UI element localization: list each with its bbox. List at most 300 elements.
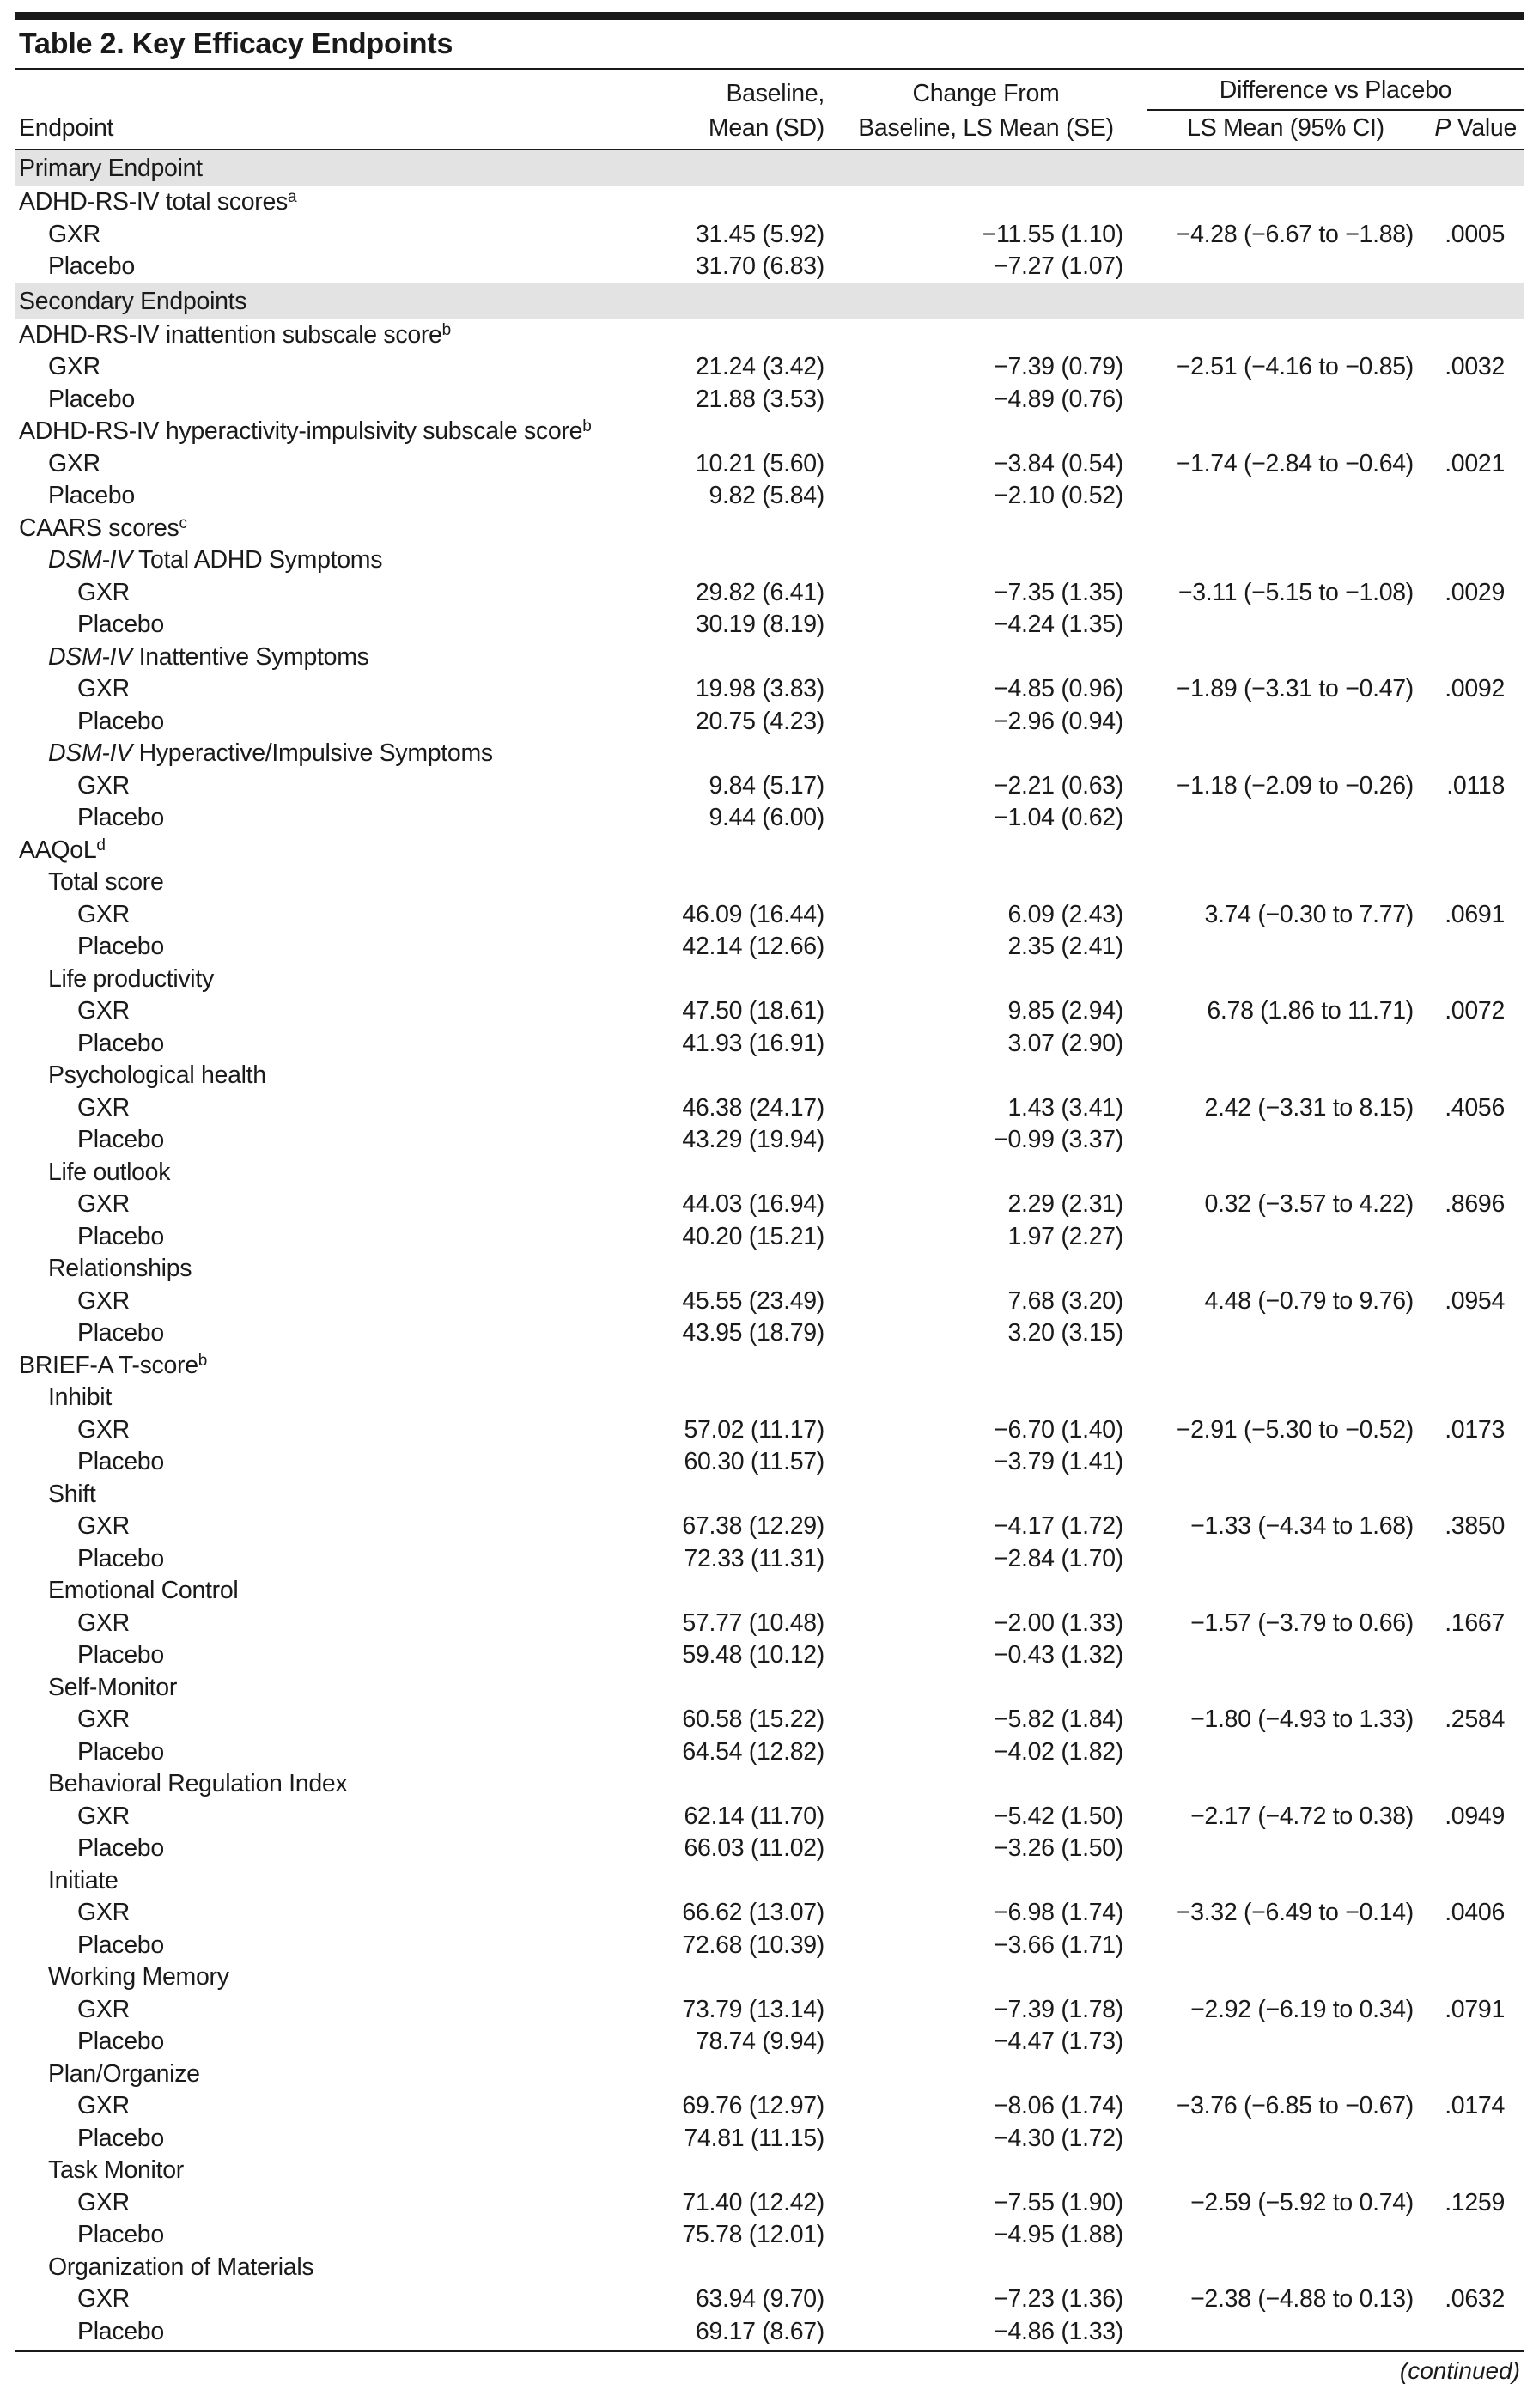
change-ls-mean-se [837, 1961, 1135, 1994]
endpoint-label [15, 1961, 641, 1994]
table-row [15, 251, 1524, 283]
p-value: .2584 [1445, 1706, 1506, 1733]
diff-ls-mean-ci: 2.42 (−3.31 to 8.15) [1204, 1093, 1414, 1122]
baseline-mean-sd: 20.75 (4.23) [695, 707, 824, 735]
change-ls-mean-se: −2.84 (1.70) [994, 1544, 1123, 1572]
p-value [1424, 1350, 1524, 1383]
endpoint-label [15, 1575, 641, 1608]
endpoint-label [15, 2187, 641, 2220]
change-ls-mean-se: 2.29 (2.31) [1007, 1190, 1123, 1218]
diff-ls-mean-ci: −2.91 (−5.30 to −0.52) [1176, 1415, 1414, 1444]
table-row [15, 1253, 1524, 1286]
p-value [1424, 513, 1524, 545]
baseline-mean-sd [641, 1253, 837, 1286]
endpoint-label [15, 1189, 641, 1221]
baseline-mean-sd: 46.09 (16.44) [682, 900, 824, 928]
baseline-mean-sd [641, 1865, 837, 1898]
section-header-label: Secondary Endpoints [15, 283, 1524, 319]
table-row [15, 1736, 1524, 1769]
endpoint-label-text: Relationships [48, 1255, 192, 1282]
endpoint-label-text: Placebo [77, 1126, 164, 1153]
endpoint-label-text: GXR [77, 1995, 130, 2023]
diff-ls-mean-ci [1135, 1639, 1424, 1672]
endpoint-label [15, 1897, 641, 1930]
p-value: .0954 [1445, 1286, 1506, 1315]
diff-ls-mean-ci [1135, 738, 1424, 770]
diff-ls-mean-ci [1135, 642, 1424, 674]
baseline-mean-sd [641, 1575, 837, 1608]
diff-ls-mean-ci [1135, 2123, 1424, 2156]
baseline-mean-sd: 66.62 (13.07) [682, 1899, 824, 1926]
diff-ls-mean-ci [1135, 416, 1424, 448]
efficacy-table [15, 70, 1524, 2348]
change-ls-mean-se [837, 642, 1135, 674]
baseline-mean-sd: 21.88 (3.53) [695, 385, 824, 413]
baseline-mean-sd [641, 2252, 837, 2284]
endpoint-label-text: Inhibit [48, 1383, 112, 1411]
endpoint-label [15, 1092, 641, 1125]
table-row [15, 1897, 1524, 1930]
baseline-mean-sd [641, 1768, 837, 1801]
p-value [1424, 1639, 1524, 1672]
endpoint-label [15, 1317, 641, 1350]
p-value: .1667 [1445, 1608, 1506, 1637]
change-ls-mean-se: −3.79 (1.41) [994, 1448, 1123, 1475]
endpoint-label [15, 2090, 641, 2123]
diff-ls-mean-ci [1135, 2155, 1424, 2187]
endpoint-label-text: AAQoL [19, 836, 97, 864]
p-value: .0174 [1445, 2092, 1506, 2119]
diff-ls-mean-ci [1135, 1124, 1424, 1157]
diff-ls-mean-ci [1135, 513, 1424, 545]
diff-ls-mean-ci [1135, 186, 1424, 219]
endpoint-label-italic: DSM-IV [48, 642, 132, 671]
diff-ls-mean-ci: −2.17 (−4.72 to 0.38) [1190, 1802, 1414, 1830]
endpoint-label [15, 1672, 641, 1705]
diff-ls-mean-ci: −1.80 (−4.93 to 1.33) [1190, 1706, 1414, 1733]
baseline-mean-sd [641, 1479, 837, 1511]
table-row [15, 899, 1524, 932]
diff-ls-mean-ci: −1.33 (−4.34 to 1.68) [1190, 1512, 1414, 1540]
endpoint-label [15, 1801, 641, 1833]
table-row [15, 2187, 1524, 2220]
table-row [15, 1382, 1524, 1414]
footnote-marker: c [179, 514, 187, 532]
endpoint-label [15, 251, 641, 283]
endpoint-label [15, 964, 641, 996]
endpoint-label [15, 1446, 641, 1479]
diff-ls-mean-ci [1135, 1028, 1424, 1061]
change-ls-mean-se [837, 1768, 1135, 1801]
p-value [1424, 1543, 1524, 1576]
baseline-mean-sd: 43.29 (19.94) [682, 1126, 824, 1153]
baseline-mean-sd [641, 867, 837, 899]
table-row [15, 642, 1524, 674]
table-row [15, 2219, 1524, 2252]
endpoint-label-text: GXR [77, 1802, 130, 1830]
p-value: .0632 [1445, 2285, 1506, 2313]
section-header-label: Primary Endpoint [15, 149, 1524, 186]
diff-ls-mean-ci [1135, 1736, 1424, 1769]
endpoint-label [15, 1833, 641, 1865]
endpoint-label [15, 448, 641, 481]
header-ls-mean-ci: LS Mean (95% CI) [1135, 111, 1424, 149]
baseline-mean-sd [641, 416, 837, 448]
endpoint-label-text: Placebo [77, 2028, 164, 2055]
table-row [15, 2252, 1524, 2284]
p-value [1424, 1317, 1524, 1350]
header-baseline-line1: Baseline, [726, 80, 824, 107]
endpoint-label-text: Behavioral Regulation Index [48, 1770, 348, 1797]
diff-ls-mean-ci [1135, 802, 1424, 835]
diff-ls-mean-ci: 4.48 (−0.79 to 9.76) [1204, 1286, 1414, 1315]
p-value [1424, 1672, 1524, 1705]
diff-ls-mean-ci [1135, 609, 1424, 642]
table-row [15, 964, 1524, 996]
endpoint-label-text: Placebo [77, 1222, 164, 1250]
endpoint-label [15, 2252, 641, 2284]
change-ls-mean-se: −3.66 (1.71) [994, 1931, 1123, 1959]
table-row [15, 995, 1524, 1028]
endpoint-label-text: Working Memory [48, 1963, 229, 1991]
endpoint-label [15, 1253, 641, 1286]
change-ls-mean-se: −2.21 (0.63) [994, 771, 1123, 800]
baseline-mean-sd: 75.78 (12.01) [682, 2221, 824, 2248]
table-row [15, 802, 1524, 835]
baseline-mean-sd: 63.94 (9.70) [695, 2285, 824, 2313]
diff-ls-mean-ci: 6.78 (1.86 to 11.71) [1207, 997, 1414, 1025]
change-ls-mean-se: −7.27 (1.07) [994, 252, 1123, 280]
endpoint-label-text: GXR [77, 2188, 130, 2216]
baseline-mean-sd [641, 2058, 837, 2091]
change-ls-mean-se: 1.43 (3.41) [1007, 1093, 1123, 1122]
p-value: .0092 [1445, 675, 1506, 702]
endpoint-label-text: Life outlook [48, 1158, 171, 1186]
endpoint-label-text: GXR [77, 771, 130, 800]
baseline-mean-sd [641, 642, 837, 674]
endpoint-label-text: Placebo [48, 252, 135, 280]
endpoint-label-text: GXR [48, 353, 100, 380]
table-row [15, 1221, 1524, 1254]
change-ls-mean-se: −7.35 (1.35) [994, 578, 1123, 606]
footnote-marker: b [441, 320, 451, 339]
change-ls-mean-se [837, 1865, 1135, 1898]
p-value [1424, 802, 1524, 835]
diff-ls-mean-ci [1135, 2316, 1424, 2349]
change-ls-mean-se: 2.35 (2.41) [1007, 933, 1123, 960]
change-ls-mean-se: −7.23 (1.36) [994, 2285, 1123, 2313]
change-ls-mean-se: −5.82 (1.84) [994, 1706, 1123, 1733]
table-row [15, 219, 1524, 252]
endpoint-label-text: BRIEF-A T-score [19, 1351, 198, 1379]
endpoint-label-text: Hyperactive/Impulsive Symptoms [131, 739, 493, 767]
change-ls-mean-se [837, 1350, 1135, 1383]
endpoint-label [15, 1350, 641, 1383]
change-ls-mean-se: 3.07 (2.90) [1007, 1029, 1123, 1057]
endpoint-label-text: Placebo [77, 611, 164, 638]
p-value [1424, 416, 1524, 448]
change-ls-mean-se: −4.86 (1.33) [994, 2317, 1123, 2345]
change-ls-mean-se [837, 964, 1135, 996]
endpoint-label-text: GXR [77, 1190, 130, 1218]
p-value [1424, 738, 1524, 770]
endpoint-label [15, 1124, 641, 1157]
diff-ls-mean-ci [1135, 1253, 1424, 1286]
baseline-mean-sd: 29.82 (6.41) [695, 578, 824, 606]
endpoint-label-text: GXR [77, 675, 130, 702]
change-ls-mean-se [837, 2058, 1135, 2091]
endpoint-label [15, 1511, 641, 1543]
diff-ls-mean-ci [1135, 319, 1424, 352]
endpoint-label [15, 480, 641, 513]
table-row [15, 1060, 1524, 1092]
change-ls-mean-se: −2.10 (0.52) [994, 482, 1123, 509]
endpoint-label [15, 1028, 641, 1061]
endpoint-label-text: Plan/Organize [48, 2059, 200, 2088]
change-ls-mean-se [837, 2252, 1135, 2284]
endpoint-label [15, 2283, 641, 2316]
header-endpoint: Endpoint [15, 70, 641, 149]
change-ls-mean-se [837, 1157, 1135, 1189]
endpoint-label-text: Placebo [77, 1834, 164, 1862]
diff-ls-mean-ci [1135, 544, 1424, 577]
header-difference-group [1135, 70, 1524, 111]
table-row [15, 1930, 1524, 1962]
p-value [1424, 319, 1524, 352]
change-ls-mean-se: 3.20 (3.15) [1007, 1319, 1123, 1347]
section-header-row [15, 283, 1524, 319]
endpoint-label-text: Placebo [77, 2221, 164, 2248]
header-p-rest: Value [1451, 114, 1518, 142]
table-row [15, 2155, 1524, 2187]
endpoint-label-text: Placebo [77, 1319, 164, 1347]
diff-ls-mean-ci [1135, 835, 1424, 867]
baseline-mean-sd: 9.84 (5.17) [709, 771, 824, 800]
p-value: .0173 [1445, 1415, 1506, 1444]
change-ls-mean-se: −4.24 (1.35) [994, 611, 1123, 638]
diff-ls-mean-ci: 0.32 (−3.57 to 4.22) [1204, 1190, 1414, 1218]
p-value: .0118 [1446, 771, 1506, 800]
change-ls-mean-se [837, 513, 1135, 545]
table-row [15, 1961, 1524, 1994]
baseline-mean-sd: 60.58 (15.22) [682, 1706, 824, 1733]
endpoint-label-text: GXR [48, 449, 100, 477]
table-title: Table 2. Key Efficacy Endpoints [19, 27, 453, 60]
baseline-mean-sd: 72.33 (11.31) [684, 1544, 824, 1572]
diff-ls-mean-ci [1135, 480, 1424, 513]
table-row [15, 1704, 1524, 1736]
baseline-mean-sd [641, 738, 837, 770]
baseline-mean-sd [641, 513, 837, 545]
table-row [15, 1575, 1524, 1608]
change-ls-mean-se [837, 2155, 1135, 2187]
baseline-mean-sd: 78.74 (9.94) [695, 2028, 824, 2055]
diff-ls-mean-ci [1135, 384, 1424, 417]
diff-ls-mean-ci [1135, 1833, 1424, 1865]
p-value: .3850 [1445, 1512, 1506, 1540]
endpoint-label [15, 384, 641, 417]
endpoint-label [15, 2316, 641, 2349]
endpoint-label [15, 673, 641, 706]
diff-ls-mean-ci [1135, 1317, 1424, 1350]
endpoint-label-text: Placebo [77, 1931, 164, 1959]
section-header-row [15, 149, 1524, 186]
baseline-mean-sd: 67.38 (12.29) [682, 1512, 824, 1540]
change-ls-mean-se [837, 1575, 1135, 1608]
table-row [15, 1157, 1524, 1189]
endpoint-label-text: GXR [77, 1415, 130, 1444]
endpoint-label-text: ADHD-RS-IV total scores [19, 188, 289, 216]
diff-ls-mean-ci [1135, 1479, 1424, 1511]
change-ls-mean-se: −4.30 (1.72) [994, 2124, 1123, 2152]
endpoint-label [15, 351, 641, 384]
footnote-marker: d [96, 836, 106, 854]
diff-ls-mean-ci [1135, 1446, 1424, 1479]
p-value [1424, 931, 1524, 964]
baseline-mean-sd [641, 1382, 837, 1414]
baseline-mean-sd [641, 1672, 837, 1705]
endpoint-label-text: GXR [77, 1512, 130, 1540]
footnote-marker: b [582, 417, 592, 435]
p-value [1424, 835, 1524, 867]
diff-ls-mean-ci: −2.51 (−4.16 to −0.85) [1176, 353, 1414, 380]
endpoint-label [15, 867, 641, 899]
table-row [15, 1639, 1524, 1672]
baseline-mean-sd: 74.81 (11.15) [684, 2124, 824, 2152]
change-ls-mean-se: −6.70 (1.40) [994, 1415, 1123, 1444]
baseline-mean-sd [641, 1157, 837, 1189]
table-row [15, 2123, 1524, 2156]
endpoint-label-text: Placebo [77, 933, 164, 960]
p-value [1424, 2058, 1524, 2091]
endpoint-label-italic: DSM-IV [48, 739, 132, 767]
table-row [15, 1768, 1524, 1801]
change-ls-mean-se: −7.55 (1.90) [994, 2188, 1123, 2216]
endpoint-label-text: Inattentive Symptoms [131, 642, 369, 671]
endpoint-label-text: Placebo [48, 385, 135, 413]
endpoint-label [15, 1994, 641, 2027]
p-value [1424, 1124, 1524, 1157]
diff-ls-mean-ci [1135, 2219, 1424, 2252]
p-value [1424, 1060, 1524, 1092]
p-value [1424, 1575, 1524, 1608]
endpoint-label-text: Placebo [77, 707, 164, 735]
p-value [1424, 1833, 1524, 1865]
change-ls-mean-se: −6.98 (1.74) [994, 1899, 1123, 1926]
baseline-mean-sd: 69.76 (12.97) [682, 2092, 824, 2119]
top-rule [15, 12, 1524, 20]
p-value [1424, 2155, 1524, 2187]
diff-ls-mean-ci [1135, 1865, 1424, 1898]
p-value [1424, 867, 1524, 899]
header-change-line2: Baseline, LS Mean (SE) [858, 114, 1114, 142]
table-row [15, 480, 1524, 513]
diff-ls-mean-ci [1135, 1543, 1424, 1576]
endpoint-label-text: Task Monitor [48, 2156, 184, 2184]
diff-ls-mean-ci [1135, 1672, 1424, 1705]
footnote-marker: a [288, 188, 297, 206]
p-value [1424, 1253, 1524, 1286]
diff-ls-mean-ci [1135, 1350, 1424, 1383]
endpoint-label [15, 802, 641, 835]
baseline-mean-sd [641, 1060, 837, 1092]
p-value [1424, 2123, 1524, 2156]
table-row [15, 351, 1524, 384]
endpoint-label [15, 219, 641, 252]
baseline-mean-sd: 9.44 (6.00) [709, 804, 824, 831]
baseline-mean-sd: 64.54 (12.82) [682, 1737, 824, 1766]
header-change-line1: Change From [912, 80, 1060, 107]
table-row [15, 384, 1524, 417]
change-ls-mean-se: 1.97 (2.27) [1007, 1222, 1123, 1250]
p-value: .0032 [1445, 353, 1506, 380]
table-row [15, 2316, 1524, 2349]
diff-ls-mean-ci [1135, 1575, 1424, 1608]
p-value: .0406 [1445, 1899, 1506, 1926]
diff-ls-mean-ci [1135, 1221, 1424, 1254]
endpoint-label [15, 609, 641, 642]
p-value [1424, 964, 1524, 996]
baseline-mean-sd: 60.30 (11.57) [684, 1448, 824, 1475]
change-ls-mean-se [837, 544, 1135, 577]
endpoint-label-text: Total ADHD Symptoms [131, 546, 383, 574]
table-row [15, 835, 1524, 867]
table-row [15, 2090, 1524, 2123]
header-p-value [1424, 111, 1524, 149]
baseline-mean-sd: 73.79 (13.14) [682, 1995, 824, 2023]
table-row [15, 1350, 1524, 1383]
baseline-mean-sd: 9.82 (5.84) [709, 482, 824, 509]
endpoint-label [15, 1930, 641, 1962]
endpoint-label-text: Total score [48, 868, 164, 896]
endpoint-label-text: ADHD-RS-IV inattention subscale score [19, 320, 442, 349]
endpoint-label [15, 899, 641, 932]
table-row [15, 1608, 1524, 1640]
baseline-mean-sd: 72.68 (10.39) [682, 1931, 824, 1959]
p-value [1424, 1479, 1524, 1511]
change-ls-mean-se: −8.06 (1.74) [994, 2092, 1123, 2119]
change-ls-mean-se: −0.43 (1.32) [994, 1641, 1123, 1669]
p-value [1424, 706, 1524, 739]
p-value [1424, 384, 1524, 417]
baseline-mean-sd: 47.50 (18.61) [682, 997, 824, 1025]
table-row [15, 609, 1524, 642]
diff-ls-mean-ci [1135, 1157, 1424, 1189]
table-row [15, 2058, 1524, 2091]
baseline-mean-sd: 44.03 (16.94) [682, 1190, 824, 1218]
baseline-mean-sd: 43.95 (18.79) [682, 1319, 824, 1347]
table-row [15, 416, 1524, 448]
endpoint-label [15, 1221, 641, 1254]
endpoint-label-text: Placebo [77, 1448, 164, 1475]
table-row [15, 867, 1524, 899]
endpoint-label [15, 1865, 641, 1898]
endpoint-label [15, 931, 641, 964]
table-row [15, 1446, 1524, 1479]
p-value [1424, 1736, 1524, 1769]
endpoint-label-text: GXR [77, 2092, 130, 2119]
endpoint-label [15, 2219, 641, 2252]
p-value [1424, 609, 1524, 642]
table-row [15, 186, 1524, 219]
endpoint-label [15, 1608, 641, 1640]
table-container [15, 12, 1524, 2390]
change-ls-mean-se: −4.47 (1.73) [994, 2028, 1123, 2055]
change-ls-mean-se: 9.85 (2.94) [1007, 997, 1123, 1025]
endpoint-label-text: Placebo [48, 482, 135, 509]
p-value [1424, 1768, 1524, 1801]
baseline-mean-sd: 31.70 (6.83) [695, 252, 824, 280]
